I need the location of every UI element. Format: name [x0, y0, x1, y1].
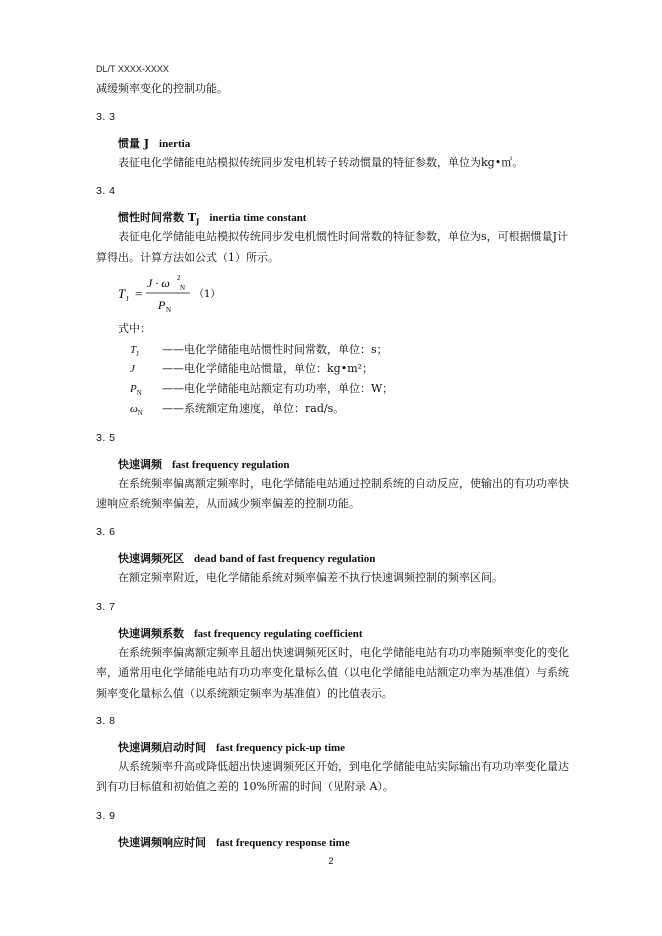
where-item: J ——电化学储能电站惯量，单位：kg•m²；: [130, 362, 374, 375]
section-number: 3. 5: [96, 432, 116, 444]
term-en: inertia time constant: [209, 212, 307, 224]
term-en: fast frequency regulating coefficient: [194, 628, 363, 640]
formula-lhs-sub: J: [126, 295, 129, 303]
term-heading: [118, 211, 306, 229]
term-en: fast frequency response time: [216, 837, 350, 849]
term-cn: 快速调频死区: [118, 552, 184, 565]
formula-num-sub: N: [180, 284, 186, 292]
term-cn: 快速调频系数: [118, 627, 184, 640]
definition: 在额定频率附近，电化学储能系统对频率偏差不执行快速调频控制的频率区间。: [118, 571, 503, 584]
definition-continued: 算得出。计算方法如公式（1）所示。: [96, 251, 279, 264]
formula-1: [118, 270, 248, 316]
term-en: dead band of fast frequency regulation: [194, 553, 376, 565]
svg-text:=: =: [135, 286, 143, 301]
term-heading: [118, 741, 345, 755]
section-number: 3. 3: [96, 111, 116, 123]
intro-line: 减缓频率变化的控制功能。: [96, 82, 228, 95]
definition: 表征电化学储能电站模拟传统同步发电机惯性时间常数的特征参数，单位为s，可根据惯量J计: [118, 230, 569, 243]
term-heading: [118, 458, 290, 472]
term-en: inertia: [159, 138, 191, 150]
where-item: $\omega_N$ ——系统额定角速度，单位：rad/s。: [130, 402, 345, 418]
term-cn: 惯性时间常数 T: [118, 211, 197, 224]
definition: 表征电化学储能电站模拟传统同步发电机转子转动惯量的特征参数，单位为kg•㎡。: [118, 156, 524, 169]
term-cn: 快速调频响应时间: [118, 836, 206, 849]
term-heading: [118, 627, 363, 641]
term-subscript: J: [196, 217, 200, 227]
term-heading: [118, 836, 350, 850]
section-number: 3. 7: [96, 601, 116, 613]
formula-denominator: P: [158, 298, 166, 312]
definition: 在系统频率偏离额定频率时，电化学储能电站通过控制系统的自动反应，使输出的有功功率快: [118, 477, 569, 490]
term-cn: 快速调频启动时间: [118, 741, 206, 754]
formula-lhs: T: [118, 286, 126, 301]
term-heading: [118, 552, 375, 566]
where-item: $T_J$ ——电化学储能电站惯性时间常数，单位：s；: [130, 343, 388, 359]
term-en: fast frequency pick-up time: [216, 742, 346, 754]
where-title: 式中：: [118, 322, 151, 335]
definition-continued: 频率变化量标么值（以系统额定频率为基准值）的比值表示。: [96, 687, 393, 700]
formula-numerator: J · ω: [147, 276, 170, 290]
formula-num-sup: 2: [177, 274, 181, 282]
page-number: 2: [328, 856, 334, 866]
section-number: 3. 9: [96, 810, 116, 822]
term-cn: 快速调频: [118, 458, 162, 471]
definition-continued: 速响应系统频率偏差，从而减少频率偏差的控制功能。: [96, 497, 360, 510]
term-cn: 惯量 J: [118, 137, 150, 150]
where-item: $P_N$ ——电化学储能电站额定有功功率，单位：W；: [130, 382, 394, 398]
section-number: 3. 8: [96, 715, 116, 727]
section-number: 3. 4: [96, 185, 116, 197]
term-heading: [118, 137, 190, 151]
document-code-header: DL/T XXXX-XXXX: [96, 64, 169, 74]
definition: 从系统频率升高或降低超出快速调频死区开始，到电化学储能电站实际输出有功功率变化量达: [118, 760, 569, 773]
term-en: fast frequency regulation: [172, 459, 290, 471]
section-number: 3. 6: [96, 526, 116, 538]
definition-continued: 到有功目标值和初始值之差的 10%所需的时间（见附录 A）。: [96, 780, 394, 793]
definition: 在系统频率偏离额定频率且超出快速调频死区时，电化学储能电站有功功率随频率变化的变化: [118, 646, 569, 659]
formula-den-sub: N: [166, 306, 172, 314]
definition-continued: 率，通常用电化学储能电站有功功率变化量标么值（以电化学储能电站额定功率为基准值）与系统: [96, 666, 569, 679]
formula-label: （1）: [194, 289, 221, 300]
